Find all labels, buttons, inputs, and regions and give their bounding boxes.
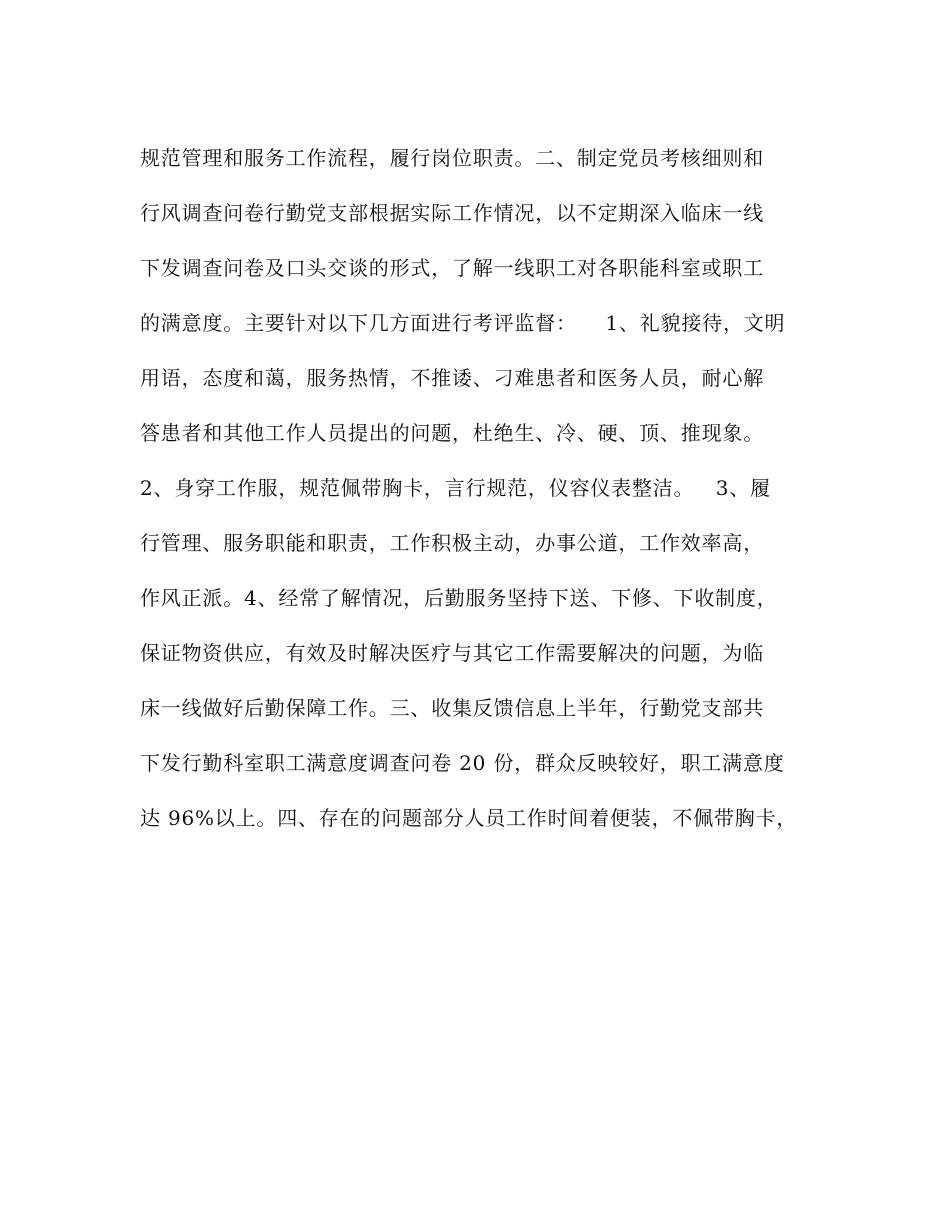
text-line-7: 2、身穿工作服，规范佩带胸卡，言行规范，仪容仪表整洁。 3、履 <box>140 476 771 500</box>
text-line-6: 答患者和其他工作人员提出的问题，杜绝生、冷、硬、顶、推现象。 <box>140 421 764 445</box>
body-text <box>140 131 820 846</box>
text-line-10: 保证物资供应，有效及时解决医疗与其它工作需要解决的问题，为临 <box>140 641 764 665</box>
text-line-11: 床一线做好后勤保障工作。三、收集反馈信息上半年，行勤党支部共 <box>140 696 764 720</box>
text-line-3: 下发调查问卷及口头交谈的形式，了解一线职工对各职能科室或职工 <box>140 256 764 280</box>
text-line-4: 的满意度。主要针对以下几方面进行考评监督： 1、礼貌接待，文明 <box>140 311 786 335</box>
text-line-2: 行风调查问卷行勤党支部根据实际工作情况，以不定期深入临床一线 <box>140 201 764 225</box>
text-line-12: 下发行勤科室职工满意度调查问卷 20 份，群众反映较好，职工满意度 <box>140 751 785 775</box>
text-line-8: 行管理、服务职能和职责，工作积极主动，办事公道，工作效率高， <box>140 531 764 555</box>
text-line-1: 规范管理和服务工作流程，履行岗位职责。二、制定党员考核细则和 <box>140 146 764 170</box>
text-line-5: 用语，态度和蔼，服务热情，不推诿、刁难患者和医务人员，耐心解 <box>140 366 764 390</box>
text-line-9: 作风正派。4、经常了解情况，后勤服务坚持下送、下修、下收制度， <box>140 586 778 610</box>
text-line-13: 达 96%以上。四、存在的问题部分人员工作时间着便装，不佩带胸卡， <box>140 806 798 830</box>
